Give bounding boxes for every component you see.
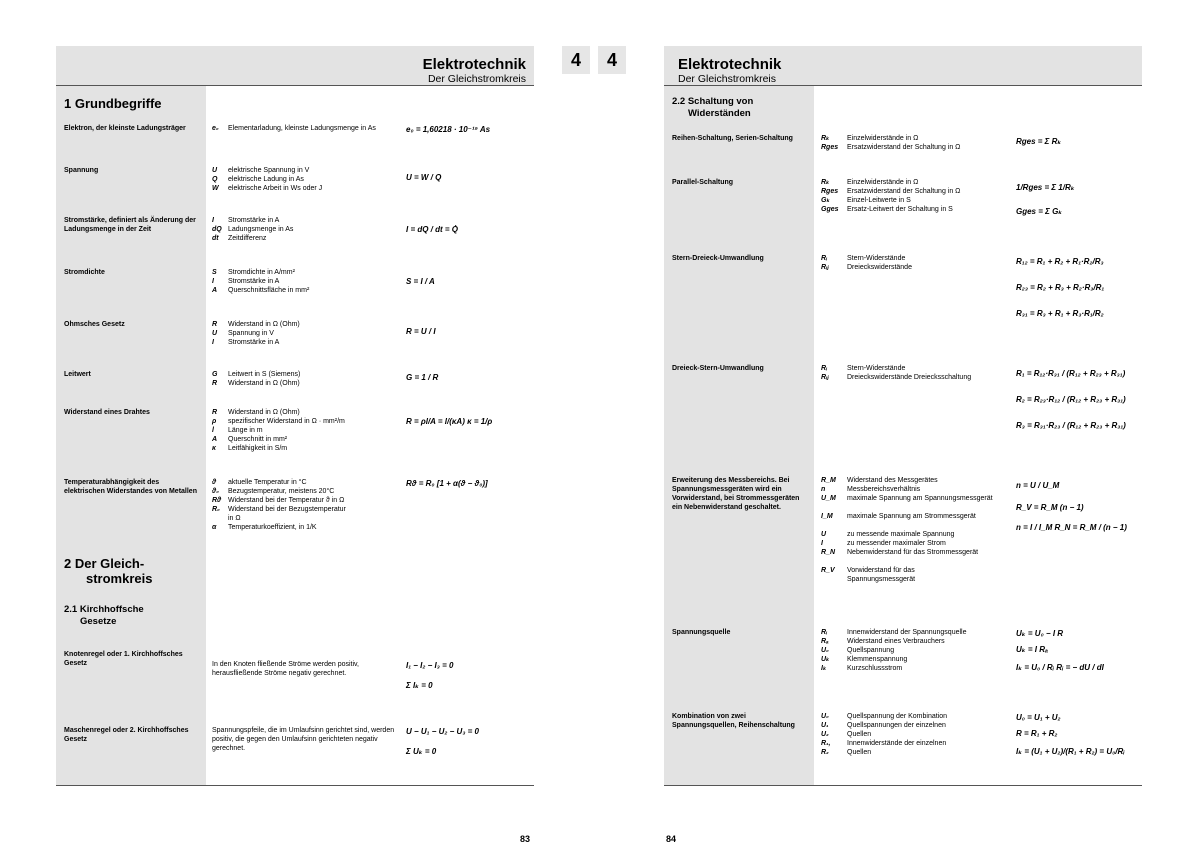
chapter-tab-right[interactable]: 4 <box>598 46 626 74</box>
chapter-tab-left[interactable]: 4 <box>562 46 590 74</box>
right-sidebar <box>664 86 814 785</box>
right-page-body: 2.2 Schaltung von Widerständen Reihen-Schaltung, Serien-Schaltung Rₖ Rges Einzelwiderstände in Ω Ersatzwiderstand der Schaltung in Ω Rges = Σ Rₖ Parallel-Schaltung Rₖ Rges Gₖ Gges Einzelwiderstände in Ω Ersatzwiderstand der Schaltung in Ω Einzel-Leitwerte in S Ersatz-Leitwert der Schaltung in S 1/Rges = Σ 1/Rₖ Gges = Σ Gₖ Stern-Dreieck-Umwandlung Rᵢ Rᵢⱼ Stern-Widerstände Dreieckswiderstände R₁₂ = R₁ + R₂ + R₁·R₂/R₃ R₂₃ = R₂ + R₃ + R₂·R₃/R₁ R₃₁ = R₃ + R₁ + R₃·R₁/R₂ Dreieck-Stern-Umwandlung Rᵢ Rᵢⱼ Stern-Widerstände Dreieckswiderstände Dreiecksschaltung R₁ = R₁₂·R₃₁ / (R₁₂ + R₂₃ + R₃₁) R₂ = R₂₃·R₁₂ / (R₁₂ + R₂₃ + R₃₁) R₃ = R₃₁·R₂₃ / (R₁₂ + R₂₃ + R₃₁) Erweiterung des Messbereichs. Bei Spannungsmessgeräten wird ein Vorwiderstand, bei Strommessgeräten ein Nebenwiderstand geschaltet. R_M n U_M I_M U I R_N R_V Widerstand des Messgerätes Messbereichsverhältnis maximale Spannung am Spannungsmessgerät maximale Spannung am Strommessgerät zu messende maximale Spannung zu messender maximaler Strom Nebenwiderstand für das Strommessgerät Vorwiderstand für das Spannungsmessgerät n = U / U_M R_V = R_M (n − 1) n = I / I_M R_N = R_M / (n − 1) Spannungsquelle Rᵢ Rₐ U₀ Uₖ Iₖ Innenwiderstand der Spannungsquelle Widerstand eines Verbrauchers Quellspannung Klemmenspannung Kurzschlussstrom Uₖ = U₀ − I R Uₖ = I Rₐ Iₖ = U₀ / Rᵢ Rᵢ = − dU / dI Kombination von zwei Spannungsquellen, Reihenschaltung U₀ U₁ U₂ R₁, R₂ Quellspannung der Kombination Quellspannungen der einzelnen Quellen Innenwiderstände der einzelnen Quellen U₀ = U₁ + U₂ R = R₁ + R₂ Iₖ = (U₁ + U₂)/(R₁ + R₂) = U₀/Rᵢ 84 <box>664 86 1142 786</box>
left-header-title: Elektrotechnik <box>422 56 526 73</box>
right-header-title: Elektrotechnik <box>678 56 782 73</box>
right-header-subtitle: Der Gleichstromkreis <box>678 73 777 85</box>
left-page-body: 1 Grundbegriffe Elektron, der kleinste Ladungsträger e₀ Elementarladung, kleinste Ladungsmenge in As e₀ = 1,60218 · 10⁻¹⁹ As Spannung U Q W elektrische Spannung in V elektrische Ladung in As elektrische Arbeit in Ws oder J U = W / Q Stromstärke, definiert als Änderung der Ladungsmenge in der Zeit I dQ dt Stromstärke in A Ladungsmenge in As Zeitdifferenz I = dQ / dt = Q̇ Stromdichte S I A Stromdichte in A/mm² Stromstärke in A Querschnittsfläche in mm² S = I / A Ohmsches Gesetz R U I Widerstand in Ω (Ohm) Spannung in V Stromstärke in A R = U / I Leitwert G R Leitwert in S (Siemens) Widerstand in Ω (Ohm) G = 1 / R Widerstand eines Drahtes R ρ l A κ Widerstand in Ω (Ohm) spezifischer Widerstand in Ω · mm²/m Länge in m Querschnitt in mm² Leitfähigkeit in S/m R = ρl/A = l/(κA) κ = 1/ρ Temperaturabhängigkeit des elektrischen Widerstandes von Metallen ϑ ϑ₀ Rϑ R₀ α aktuelle Temperatur in °C Bezugstemperatur, meistens 20°C Widerstand bei der Temperatur ϑ in Ω Widerstand bei der Bezugstemperatur in Ω Temperaturkoeffizient, in 1/K Rϑ = R₀ [1 + α(ϑ − ϑ₀)] 2 Der Gleich- stromkreis 2.1 Kirchhoffsche Gesetze Knotenregel oder 1. Kirchhoffsches Gesetz In den Knoten fließende Ströme werden positiv, herausfließende Ströme negativ gerechnet. I₁ − I₂ − I₃ = 0 Σ Iₖ = 0 Maschenregel oder 2. Kirchhoffsches Gesetz Spannungspfeile, die im Umlaufsinn gerichtet sind, werden positiv, die gegen den Umlaufsinn gerichteten negativ gerechnet. U − U₁ − U₂ − U₃ = 0 Σ Uₖ = 0 83 <box>56 86 534 786</box>
section-schaltung-line1: 2.2 Schaltung von <box>672 96 754 107</box>
left-page-number: 83 <box>519 834 530 844</box>
right-page-number: 84 <box>666 834 677 844</box>
section-gleichstromkreis-line1: 2 Der Gleich- <box>64 556 145 571</box>
left-page-header <box>56 46 534 86</box>
left-page <box>56 46 534 844</box>
section-kirchhoff-line2: Gesetze <box>80 616 117 627</box>
right-page-header <box>664 46 1142 86</box>
section-gleichstromkreis-line2: stromkreis <box>86 571 153 586</box>
section-kirchhoff-line1: 2.1 Kirchhoffsche <box>64 604 144 615</box>
left-sidebar <box>56 86 206 785</box>
right-page <box>664 46 1142 844</box>
section-schaltung-line2: Widerständen <box>688 108 751 119</box>
left-header-subtitle: Der Gleichstromkreis <box>427 73 526 85</box>
section-grundbegriffe: 1 Grundbegriffe <box>64 96 162 111</box>
